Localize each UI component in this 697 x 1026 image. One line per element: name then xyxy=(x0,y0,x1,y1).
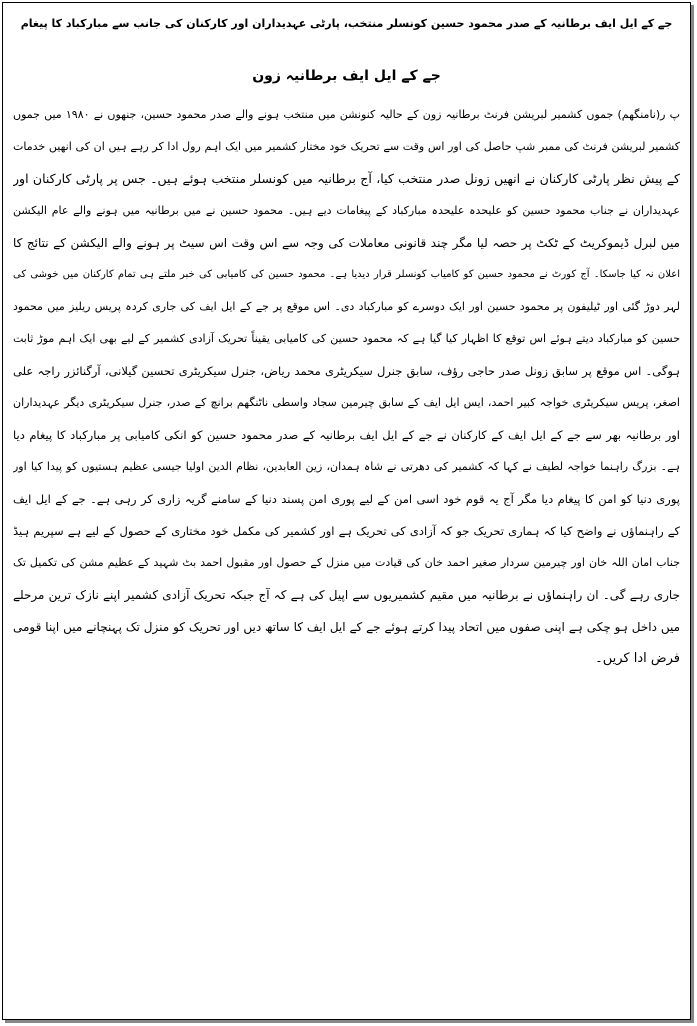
body-line: کشمیر لبریشن فرنٹ کی ممبر شپ حاصل کی اور اس وقت سے تحریک خود مختار کشمیر میں ایک اہم رول ادا کر رہے ہیں ان کی انھیں خدمات xyxy=(13,140,680,153)
body-line: حسین کو مبارکباد دیتے ہوئے اس توقع کا اظہار کیا گیا ہے کہ محمود حسین کی کامیابی یقیناً تحریک آزادی کشمیر کے لیے بھی ایک اہم موڑ ثابت xyxy=(13,332,680,345)
body-line: میں داخل ہو چکی ہے اپنی صفوں میں اتحاد پیدا کرتے ہوئے جے کے ایل ایف کا ساتھ دیں اور تحریک کو منزل تک پہنچانے میں اپنا قومی xyxy=(13,620,680,634)
body-line: پوری دنیا کو امن کا پیغام دیا مگر آج یہ قوم خود اسی امن کے لیے پوری امن پسند دنیا کے سامنے گریہ زاری کر رہی ہے۔ جے کے ایل ایف xyxy=(13,492,680,506)
article-page xyxy=(2,2,691,1020)
body-line: اصغر، پریس سیکریٹری خواجہ کبیر احمد، ایس ایل ایف کے سابق چیرمین سجاد واسطی ناٹنگھم برانچ کے صدر، جنرل سیکریٹری دیگر عہدیداران xyxy=(13,396,680,409)
body-line: ہے۔ بزرگ راہنما خواجہ لطیف نے کہا کہ کشمیر کی دھرتی نے شاہ ہمدان، زین العابدین، نظام الدین اولیا جیسی عظیم ہستیوں کو پیدا کیا اور xyxy=(13,460,680,473)
body-line: لہر دوڑ گئی اور ٹیلیفون پر محمود حسین اور ایک دوسرے کو مبارکباد دی۔ اس موقع پر جے کے ایل ایف کی جاری کردہ پریس ریلیز میں محمود xyxy=(13,300,680,313)
body-line: عہدیداران نے جناب محمود حسین کو علیحدہ علیحدہ مبارکباد کے پیغامات دیے ہیں۔ محمود حسین نے میں برطانیہ میں ہونے والے عام الیکشن xyxy=(13,204,680,217)
body-line: اور برطانیہ بھر سے جے کے ایل ایف کے کارکنان نے جے کے ایل ایف برطانیہ کے صدر محمود حسین کو انکی کامیابی پر مبارکباد کا پیغام دیا xyxy=(13,428,680,442)
body-line: ہوگی۔ اس موقع پر سابق زونل صدر حاجی رؤف، سابق جنرل سیکریٹری محمد ریاض، جنرل سیکریٹری تحسین گیلانی، آرگنائزر راجہ علی xyxy=(13,364,680,378)
article-headline: جے کے ایل ایف برطانیہ کے صدر محمود حسین کونسلر منتخب، پارٹی عہدیداران اور کارکنان کی جانب سے مبارکباد کا پیغام xyxy=(20,17,673,30)
body-line: جناب امان اللہ خان اور چیرمین سردار صغیر احمد خان کی قیادت میں منزل کے حصول اور مقبول احمد بٹ شہید کے عظیم مشن کی تکمیل تک xyxy=(13,556,680,569)
body-line: جاری رہے گی۔ ان راہنماؤں نے برطانیہ میں مقیم کشمیریوں سے اپیل کی ہے کہ آج جبکہ تحریک آزادی کشمیر اپنے نازک ترین مرحلے xyxy=(13,588,680,602)
body-line: اعلان نہ کیا جاسکا۔ آج کورٹ نے محمود حسین کو کامیاب کونسلر قرار دیدیا ہے۔ محمود حسین کی کامیابی کی خبر ملتے ہی تمام کارکنان میں خوشی کی xyxy=(13,269,680,280)
article-body xyxy=(13,99,680,675)
body-line: میں لبرل ڈیموکریٹ کے ٹکٹ پر حصہ لیا مگر چند قانونی معاملات کی وجہ سے اس وقت اس سیٹ پر ہونے والے الیکشن کے نتائج کا xyxy=(13,236,680,250)
body-line: کے پیش نظر پارٹی کارکنان نے انھیں زونل صدر منتخب کیا، آج برطانیہ میں کونسلر منتخب ہوئے ہیں۔ جس پر پارٹی کارکنان اور xyxy=(13,171,680,186)
body-line: کے راہنماؤں نے واضح کیا کہ ہماری تحریک جو کہ آزادی کی تحریک ہے اور کشمیر کی مکمل خود مختاری کے حصول کے لیے ہے سپریم ہیڈ xyxy=(13,524,680,538)
body-line: پ ر(نامنگھم) جموں کشمیر لبریشن فرنٹ برطانیہ زون کے حالیہ کنونشن میں منتخب ہونے والے صدر محمود حسین، جنھوں نے ۱۹۸۰ میں جموں xyxy=(13,108,680,121)
body-line: فرض ادا کریں۔ xyxy=(595,651,680,666)
article-subheadline: جے کے ایل ایف برطانیہ زون xyxy=(252,68,441,84)
